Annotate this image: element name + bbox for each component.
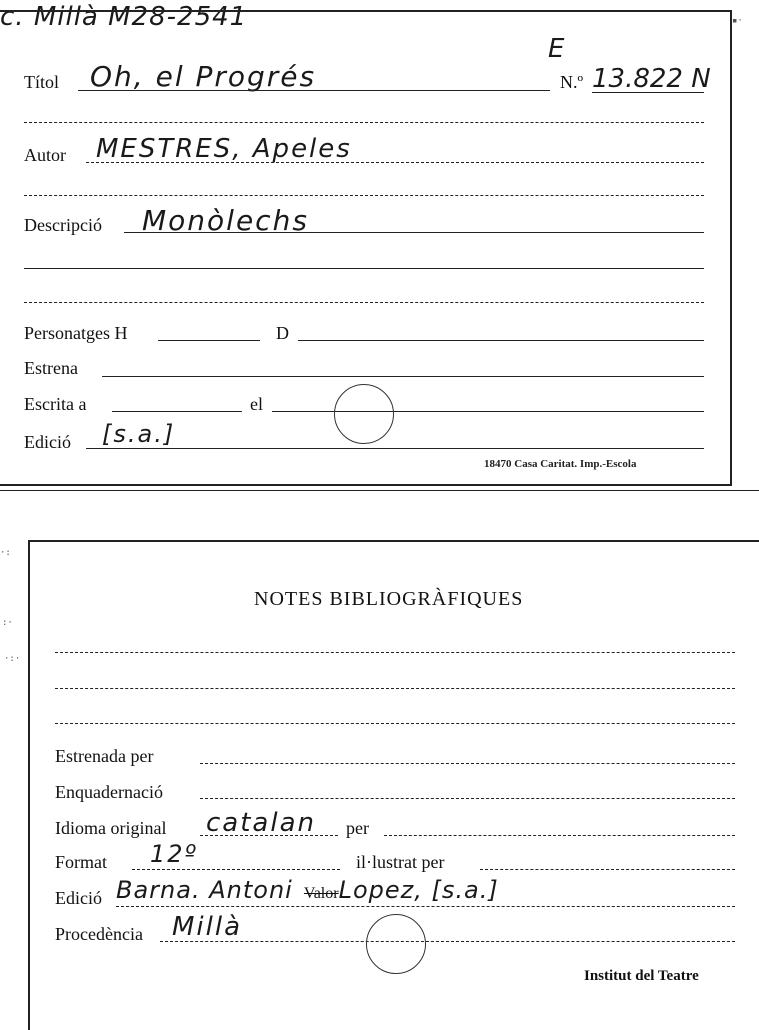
per-label: per [346, 818, 369, 838]
edicio2-struck: Valor [303, 885, 339, 902]
descripcio-value: Monòlechs [142, 204, 309, 237]
escrita-a-line [112, 411, 242, 412]
scan-speck: ▪· [732, 16, 743, 26]
el-label: el [250, 394, 263, 414]
edicio2-value-part2: Lopez, [s.a.] [338, 876, 499, 904]
estrena-line [102, 376, 704, 377]
personatges-d-line [298, 340, 704, 341]
autor-label: Autor [24, 145, 66, 165]
procedencia-value: Millà [172, 912, 243, 942]
d-label: D [276, 323, 289, 343]
estrenada-line [200, 763, 735, 764]
illustrat-line [480, 869, 735, 870]
illustrat-label: il·lustrat per [356, 852, 445, 872]
estrena-label: Estrena [24, 358, 78, 378]
descripcio-line [124, 232, 704, 233]
procedencia-line [160, 941, 735, 942]
blank-line [55, 688, 735, 689]
estrenada-label: Estrenada per [55, 746, 154, 766]
personatges-h-line [158, 340, 260, 341]
personatges-label: Personatges H [24, 323, 128, 343]
blank-line [24, 122, 704, 123]
numero-label: N.º [560, 72, 584, 92]
institut-name: Institut del Teatre [584, 968, 699, 984]
catalog-note: c. Millà M28-2541 [0, 2, 248, 32]
edicio2-value [116, 876, 499, 904]
stamp-circle [334, 384, 394, 444]
escrita-label: Escrita a [24, 394, 87, 414]
scan-speck: :· [2, 618, 13, 628]
descripcio-label: Descripció [24, 215, 102, 235]
scan-speck: ·: [0, 548, 11, 558]
enquadernacio-line [200, 798, 735, 799]
edicio-label: Edició [24, 432, 71, 452]
numero-line [592, 92, 704, 93]
titol-label: Títol [24, 72, 59, 92]
autor-value: MESTRES, Apeles [96, 134, 352, 164]
enquadernacio-label: Enquadernació [55, 782, 163, 802]
format-line [132, 869, 340, 870]
numero-value: 13.822 N [592, 64, 711, 94]
edicio2-value-part1: Barna. Antoni [116, 876, 293, 904]
stamp-circle [366, 914, 426, 974]
edicio2-label: Edició [55, 888, 102, 908]
idioma-label: Idioma original [55, 818, 167, 838]
titol-line [78, 90, 550, 91]
format-value: 12º [150, 840, 198, 868]
blank-line [55, 723, 735, 724]
idioma-line [200, 835, 338, 836]
format-label: Format [55, 852, 107, 872]
blank-line [24, 195, 704, 196]
scan-speck: ·:· [4, 654, 21, 664]
card-mark: E [548, 34, 565, 64]
card-divider [0, 490, 759, 491]
edicio-value: [s.a.] [102, 420, 176, 448]
per-line [384, 835, 735, 836]
blank-line [55, 652, 735, 653]
idioma-value: catalan [206, 808, 316, 838]
procedencia-label: Procedència [55, 924, 143, 944]
blank-line [24, 302, 704, 303]
notes-heading: NOTES BIBLIOGRÀFIQUES [254, 588, 524, 610]
imprint: 18470 Casa Caritat. Imp.-Escola [484, 458, 637, 470]
blank-line [24, 268, 704, 269]
autor-line [86, 162, 704, 163]
edicio-line [86, 448, 704, 449]
titol-value: Oh, el Progrés [90, 60, 317, 93]
edicio2-line [116, 906, 735, 907]
